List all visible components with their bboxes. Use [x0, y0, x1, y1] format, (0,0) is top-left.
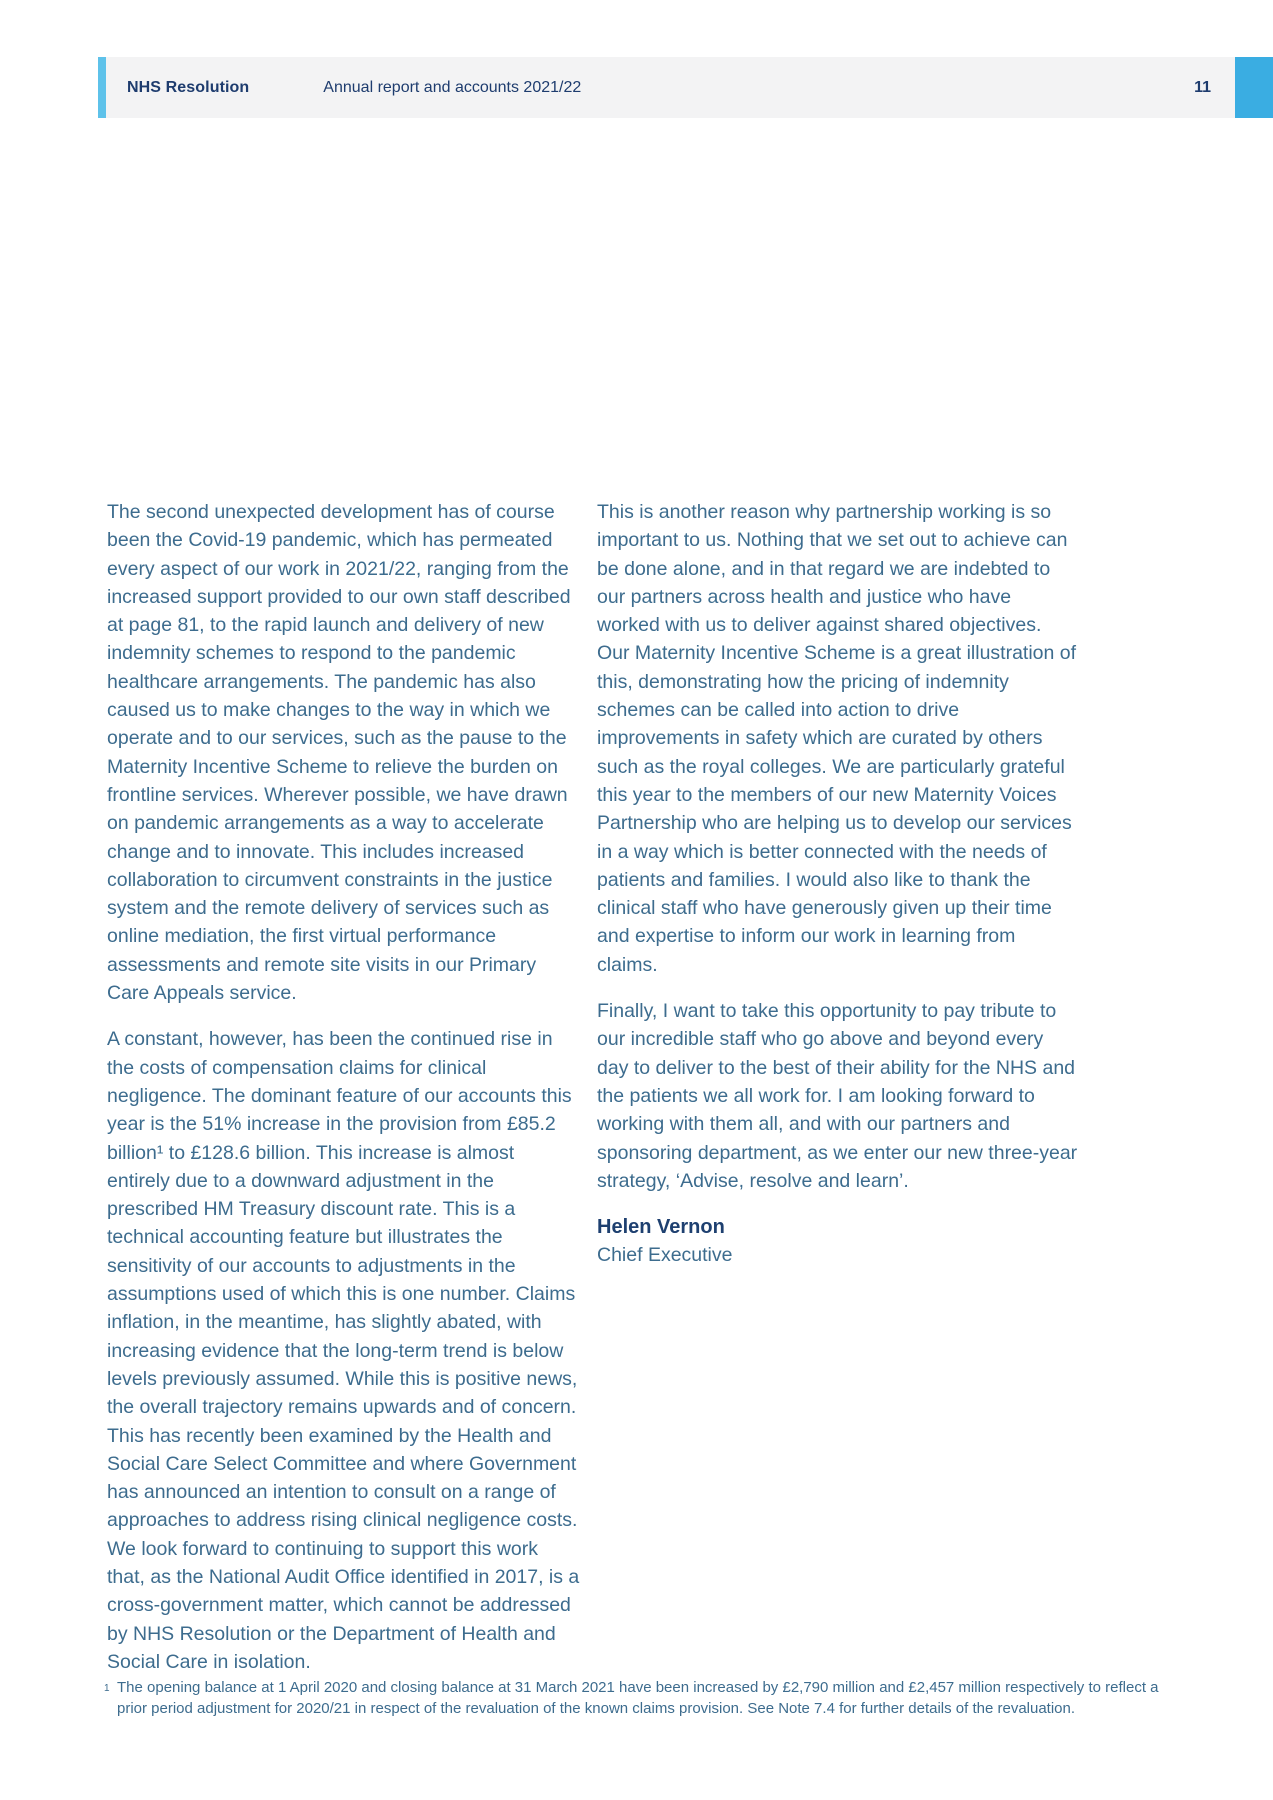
signature-role: Chief Executive — [597, 1244, 733, 1267]
brand-name: NHS Resolution — [127, 78, 250, 96]
signature-name: Helen Vernon — [597, 1216, 725, 1239]
footnote — [104, 1678, 1170, 1720]
paragraph-right-2: Finally, I want to take this opportunity to pay tribute to our incredible staff who go above and beyond every day to deliver to the best of their ability for the NHS and the patients we all work for. I am looking forward to working with them all, and with our partners and sponsoring department, as we enter our new three-year strategy, ‘Advise, resolve and learn’. — [597, 1000, 1078, 1192]
footnote-text: The opening balance at 1 April 2020 and closing balance at 31 March 2021 have been increased by £2,790 million and £2,457 million respectively to reflect a prior period adjustment for 2020/21 in respect of the revaluation of the known claims provision. See Note 7.4 for further details of the revaluation. — [117, 1679, 1159, 1717]
column-right — [597, 498, 1079, 1694]
paragraph-left-2: A constant, however, has been the continued rise in the costs of compensation claims for clinical negligence. The dominant feature of our accounts this year is the 51% increase in the provision from £85.2 billion¹ to £128.6 billion. This increase is almost entirely due to a downward adjustment in the prescribed HM Treasury discount rate. This is a technical accounting feature but illustrates the sensitivity of our accounts to adjustments in the assumptions used of which this is one number. Claims inflation, in the meantime, has slightly abated, with increasing evidence that the long-term trend is below levels previously assumed. While this is positive news, the overall trajectory remains upwards and of concern. This has recently been examined by the Health and Social Care Select Committee and where Government has announced an intention to consult on a range of approaches to address rising clinical negligence costs. We look forward to continuing to support this work that, as the National Audit Office identified in 2017, is a cross-government matter, which cannot be addressed by NHS Resolution or the Department of Health and Social Care in isolation. — [107, 1028, 580, 1673]
body-columns — [107, 498, 1079, 1694]
footnote-marker: 1 — [104, 1683, 110, 1694]
page-number: 11 — [1194, 78, 1211, 96]
header-corner-tab — [1235, 57, 1273, 118]
header-accent-bar — [98, 57, 106, 118]
page-header — [98, 57, 1273, 118]
paragraph-left-1: The second unexpected development has of course been the Covid-19 pandemic, which has permeated every aspect of our work in 2021/22, ranging from the increased support provided to our own staff described at page 81, to the rapid launch and delivery of new indemnity schemes to respond to the pandemic healthcare arrangements. The pandemic has also caused us to make changes to the way in which we operate and to our services, such as the pause to the Maternity Incentive Scheme to relieve the burden on frontline services. Wherever possible, we have drawn on pandemic arrangements as a way to accelerate change and to innovate. This includes increased collaboration to circumvent constraints in the justice system and the remote delivery of services such as online mediation, the first virtual performance assessments and remote site visits in our Primary Care Appeals service. — [107, 501, 571, 1005]
column-left — [107, 498, 581, 1694]
signature-block — [597, 1213, 1079, 1269]
report-title: Annual report and accounts 2021/22 — [323, 78, 582, 96]
header-band — [106, 57, 1235, 118]
paragraph-right-1: This is another reason why partnership working is so important to us. Nothing that we set out to achieve can be done alone, and in that regard we are indebted to our partners across health and justice who have worked with us to deliver against shared objectives. Our Maternity Incentive Scheme is a great illustration of this, demonstrating how the pricing of indemnity schemes can be called into action to drive improvements in safety which are curated by others such as the royal colleges. We are particularly grateful this year to the members of our new Maternity Voices Partnership who are helping us to develop our services in a way which is better connected with the needs of patients and families. I would also like to thank the clinical staff who have generously given up their time and expertise to inform our work in learning from claims. — [597, 501, 1077, 976]
